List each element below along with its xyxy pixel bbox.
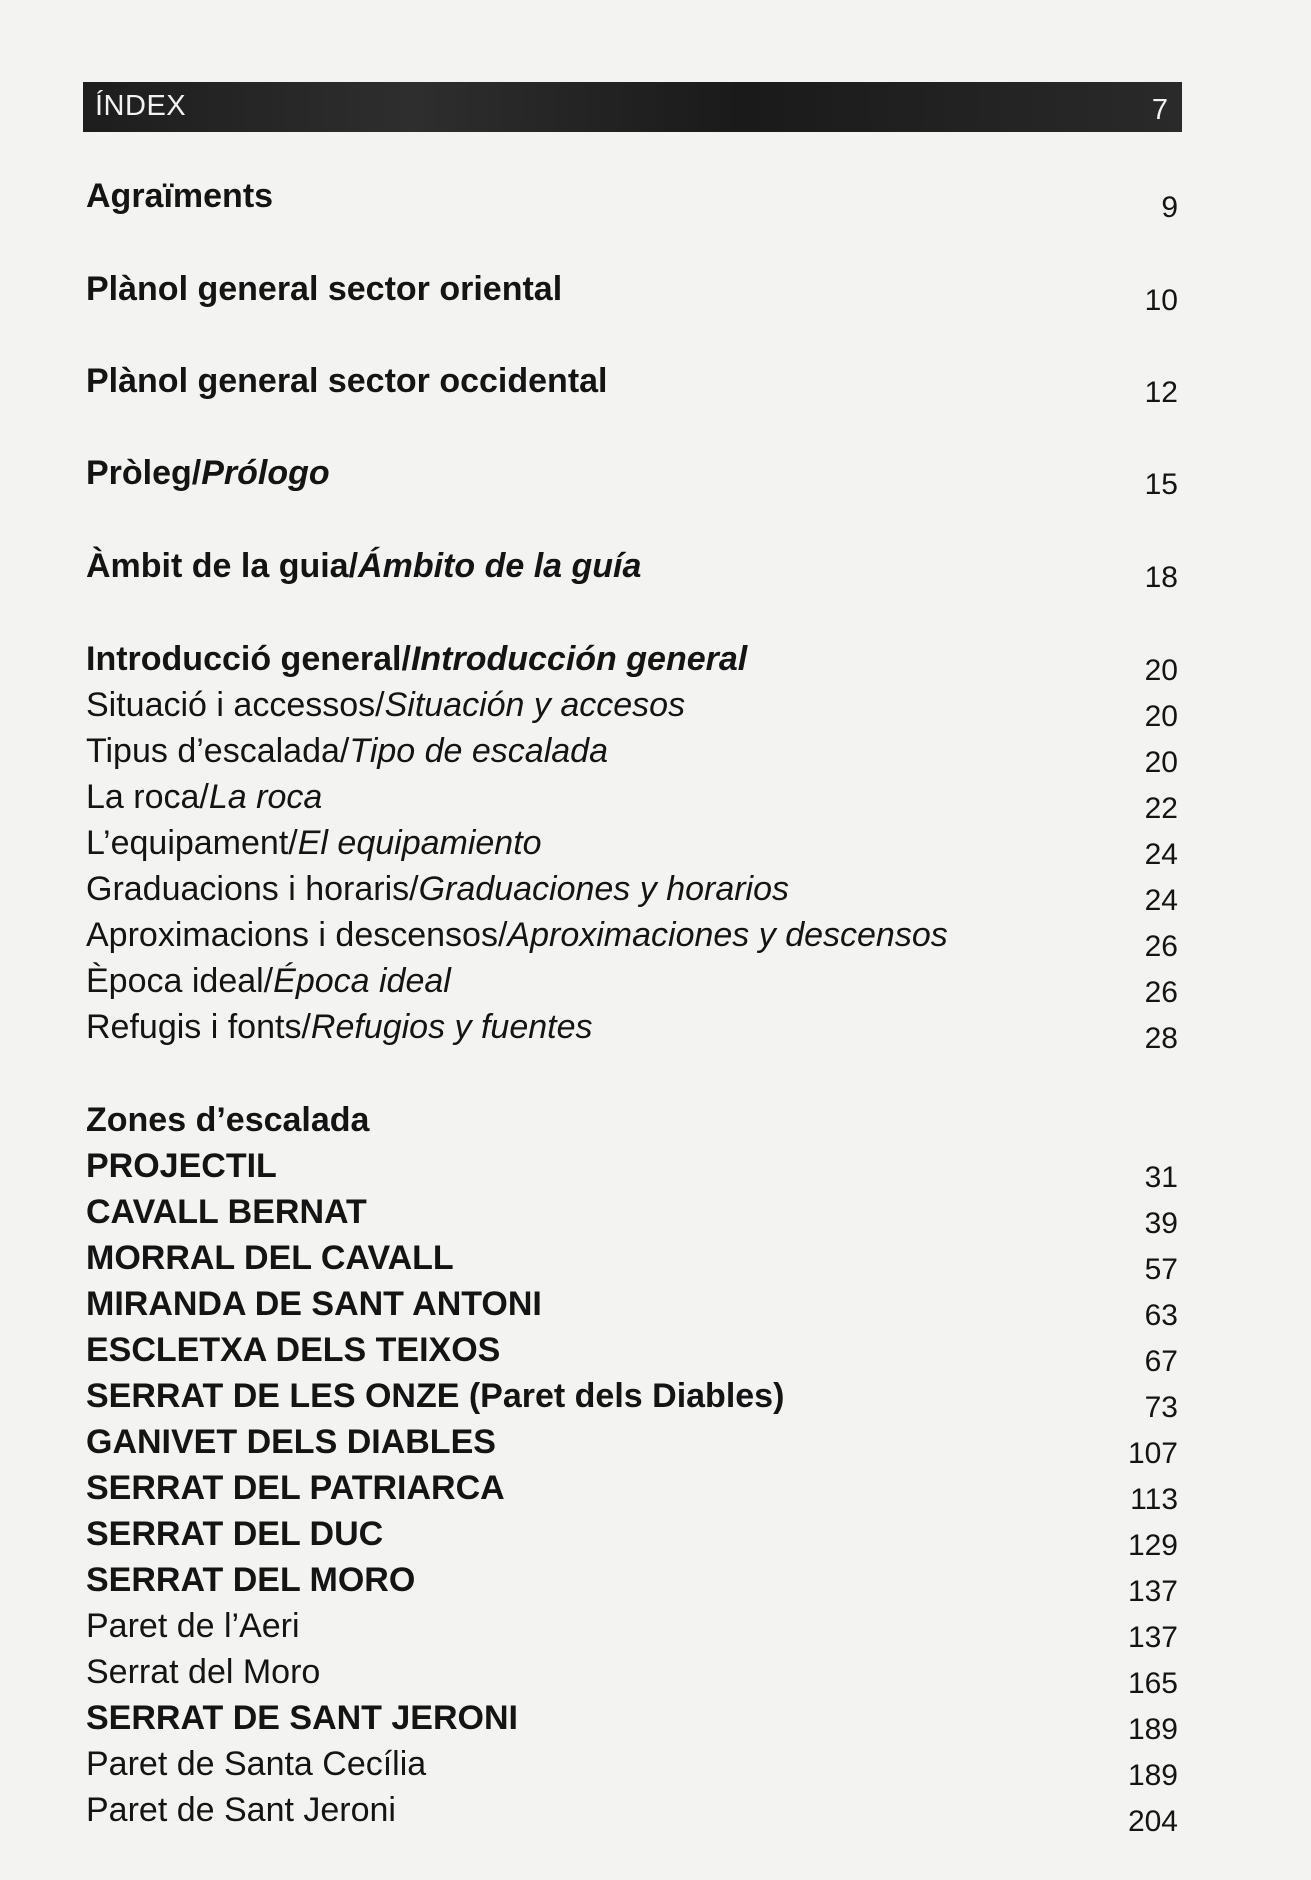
toc-entry bbox=[86, 912, 1178, 963]
toc-entry-title bbox=[86, 1557, 415, 1603]
toc-entry-spanish: Aproximaciones y descensos bbox=[507, 916, 948, 954]
toc-entry-catalan: SERRAT DEL MORO bbox=[86, 1561, 416, 1599]
toc-entry-title bbox=[86, 1465, 505, 1511]
toc-entry bbox=[86, 820, 1178, 871]
toc-entry bbox=[86, 958, 1178, 1009]
toc-entry bbox=[86, 1327, 1178, 1378]
toc-entry-catalan: Agraïments bbox=[86, 177, 274, 215]
toc-entry-catalan: Situació i accessos/ bbox=[86, 686, 385, 724]
toc-entry bbox=[86, 1373, 1178, 1424]
toc-entry-title bbox=[86, 958, 451, 1004]
toc-entry-spanish: Ámbito de la guía bbox=[358, 547, 642, 585]
toc-entry-page: 28 bbox=[1144, 1022, 1178, 1055]
toc-entry-title bbox=[86, 173, 273, 219]
toc-entry-catalan: Àmbit de la guia/ bbox=[86, 547, 359, 585]
toc-entry-catalan: SERRAT DEL DUC bbox=[86, 1515, 384, 1553]
toc-entry-catalan: Zones d’escalada bbox=[86, 1101, 370, 1139]
toc-entry-page: 129 bbox=[1127, 1529, 1178, 1562]
toc-entry-catalan: MIRANDA DE SANT ANTONI bbox=[86, 1285, 542, 1323]
toc-entry-title bbox=[86, 450, 330, 496]
toc-entry-page: 113 bbox=[1130, 1483, 1178, 1516]
toc-entry-catalan: Paret de Santa Cecília bbox=[86, 1745, 427, 1783]
toc-entry-catalan: SERRAT DE LES ONZE (Paret dels Diables) bbox=[86, 1377, 785, 1415]
toc-entry bbox=[86, 1787, 1178, 1838]
toc-entry-spanish: La roca bbox=[208, 778, 323, 816]
toc-entry-catalan: Graduacions i horaris/ bbox=[86, 870, 419, 908]
toc-entry-page: 107 bbox=[1127, 1437, 1178, 1470]
toc-entry bbox=[86, 1281, 1178, 1332]
toc-entry-title bbox=[86, 1511, 383, 1557]
toc-entry-catalan: Serrat del Moro bbox=[86, 1653, 321, 1691]
toc-entry-page: 165 bbox=[1127, 1667, 1178, 1700]
toc-entry-title bbox=[86, 1419, 496, 1465]
toc-entry bbox=[86, 1143, 1178, 1194]
toc-entry-page: 22 bbox=[1144, 792, 1178, 825]
toc-entry-page: 189 bbox=[1127, 1713, 1178, 1746]
toc-entry-page: 189 bbox=[1127, 1759, 1178, 1792]
toc-entry-spanish: Prólogo bbox=[201, 454, 330, 492]
toc-entry-spanish: Época ideal bbox=[273, 962, 451, 1000]
toc-entry bbox=[86, 450, 1178, 501]
toc-entry-page: 26 bbox=[1144, 930, 1178, 963]
toc-entry bbox=[86, 774, 1178, 825]
toc-entry-page: 12 bbox=[1144, 376, 1178, 409]
toc-entry-catalan: L’equipament/ bbox=[86, 824, 298, 862]
toc-entry-spanish: Graduaciones y horarios bbox=[418, 870, 790, 908]
toc-entry-title bbox=[86, 543, 641, 589]
toc-entry-title bbox=[86, 1189, 367, 1235]
toc-entry bbox=[86, 1695, 1178, 1746]
toc-entry bbox=[86, 866, 1178, 917]
toc-entry-title bbox=[86, 1373, 784, 1419]
toc-entry-page: 15 bbox=[1144, 468, 1178, 501]
toc-entry-page: 10 bbox=[1144, 284, 1178, 317]
toc-entry bbox=[86, 1741, 1178, 1792]
toc-entry-title bbox=[86, 1004, 593, 1050]
toc-entry bbox=[86, 1097, 1178, 1143]
toc-entry-spanish: El equipamiento bbox=[297, 824, 542, 862]
toc-entry-catalan: Plànol general sector oriental bbox=[86, 270, 563, 308]
toc-entry bbox=[86, 1465, 1178, 1516]
toc-entry-title bbox=[86, 266, 562, 312]
toc-entry-page: 67 bbox=[1144, 1345, 1178, 1378]
toc-entry-catalan: ESCLETXA DELS TEIXOS bbox=[86, 1331, 501, 1369]
toc-entry-catalan: MORRAL DEL CAVALL bbox=[86, 1239, 454, 1277]
toc-entry bbox=[86, 266, 1178, 317]
toc-entry bbox=[86, 1603, 1178, 1654]
toc-entry-catalan: Refugis i fonts/ bbox=[86, 1008, 311, 1046]
toc-entry-page: 57 bbox=[1144, 1253, 1178, 1286]
toc-entry-page: 18 bbox=[1144, 561, 1178, 594]
toc-entry bbox=[86, 1235, 1178, 1286]
toc-entry bbox=[86, 1557, 1178, 1608]
toc-entry-catalan: Paret de Sant Jeroni bbox=[86, 1791, 396, 1829]
toc-entry-page: 73 bbox=[1144, 1391, 1178, 1424]
toc-entry-title bbox=[86, 1649, 320, 1695]
toc-entry-title bbox=[86, 774, 322, 820]
toc-entry-title bbox=[86, 682, 685, 728]
toc-entry-title bbox=[86, 1281, 542, 1327]
toc-entry-catalan: Tipus d’escalada/ bbox=[86, 732, 350, 770]
toc-entry bbox=[86, 636, 1178, 687]
toc-entry-page: 26 bbox=[1144, 976, 1178, 1009]
toc-entry-catalan: La roca/ bbox=[86, 778, 209, 816]
index-title: ÍNDEX bbox=[95, 90, 187, 122]
toc-entry-title bbox=[86, 728, 608, 774]
toc-entry-catalan: Aproximacions i descensos/ bbox=[86, 916, 508, 954]
toc-entry-title bbox=[86, 1097, 369, 1143]
toc-entry-catalan: PROJECTIL bbox=[86, 1147, 277, 1185]
toc-entry-title bbox=[86, 636, 747, 682]
toc-entry-page: 31 bbox=[1144, 1161, 1178, 1194]
toc-entry-catalan: GANIVET DELS DIABLES bbox=[86, 1423, 496, 1461]
toc-entry-catalan: Introducció general/ bbox=[86, 640, 411, 678]
toc-entry-page: 137 bbox=[1127, 1621, 1178, 1654]
toc-entry-catalan: CAVALL BERNAT bbox=[86, 1193, 367, 1231]
toc-entry-title bbox=[86, 358, 608, 404]
toc-entry-spanish: Situación y accesos bbox=[384, 686, 686, 724]
toc-entry-spanish: Introducción general bbox=[410, 640, 748, 678]
toc-entry-title bbox=[86, 1327, 500, 1373]
toc-entry bbox=[86, 173, 1178, 224]
toc-entry-title bbox=[86, 820, 542, 866]
toc-entry-page: 24 bbox=[1144, 884, 1178, 917]
toc-entry-page: 39 bbox=[1144, 1207, 1178, 1240]
toc-entry bbox=[86, 358, 1178, 409]
toc-entry-page: 137 bbox=[1127, 1575, 1178, 1608]
toc-entry bbox=[86, 543, 1178, 594]
toc-entry-catalan: Pròleg/ bbox=[86, 454, 202, 492]
toc-entry-catalan: SERRAT DEL PATRIARCA bbox=[86, 1469, 505, 1507]
page-number: 7 bbox=[1151, 94, 1168, 126]
toc-entry-page: 63 bbox=[1144, 1299, 1178, 1332]
toc-entry bbox=[86, 1004, 1178, 1055]
toc-entry-catalan: Paret de l’Aeri bbox=[86, 1607, 300, 1645]
index-header-bar bbox=[83, 82, 1182, 132]
toc-entry-page: 20 bbox=[1144, 746, 1178, 779]
toc-entry-page: 20 bbox=[1144, 654, 1178, 687]
toc-entry-title bbox=[86, 1695, 518, 1741]
toc-entry bbox=[86, 1189, 1178, 1240]
toc-entry bbox=[86, 1649, 1178, 1700]
toc-entry bbox=[86, 728, 1178, 779]
toc-entry-page: 9 bbox=[1161, 191, 1178, 224]
toc-entry-catalan: SERRAT DE SANT JERONI bbox=[86, 1699, 518, 1737]
toc-entry-catalan: Plànol general sector occidental bbox=[86, 362, 608, 400]
toc-entry-title bbox=[86, 1235, 454, 1281]
toc-entry-spanish: Tipo de escalada bbox=[349, 732, 608, 770]
toc-entry-title bbox=[86, 1787, 396, 1833]
toc-entry-spanish: Refugios y fuentes bbox=[310, 1008, 593, 1046]
toc-entry bbox=[86, 1419, 1178, 1470]
toc-entry-page: 24 bbox=[1144, 838, 1178, 871]
toc-entry-title bbox=[86, 866, 789, 912]
toc-entry-title bbox=[86, 912, 948, 958]
toc-entry-catalan: Època ideal/ bbox=[86, 962, 274, 1000]
toc-entry-page: 204 bbox=[1127, 1805, 1178, 1838]
toc-entry bbox=[86, 1511, 1178, 1562]
toc-entry bbox=[86, 682, 1178, 733]
toc-entry-title bbox=[86, 1143, 277, 1189]
toc-entry-page: 20 bbox=[1144, 700, 1178, 733]
toc-entry-title bbox=[86, 1603, 300, 1649]
toc-entry-title bbox=[86, 1741, 426, 1787]
